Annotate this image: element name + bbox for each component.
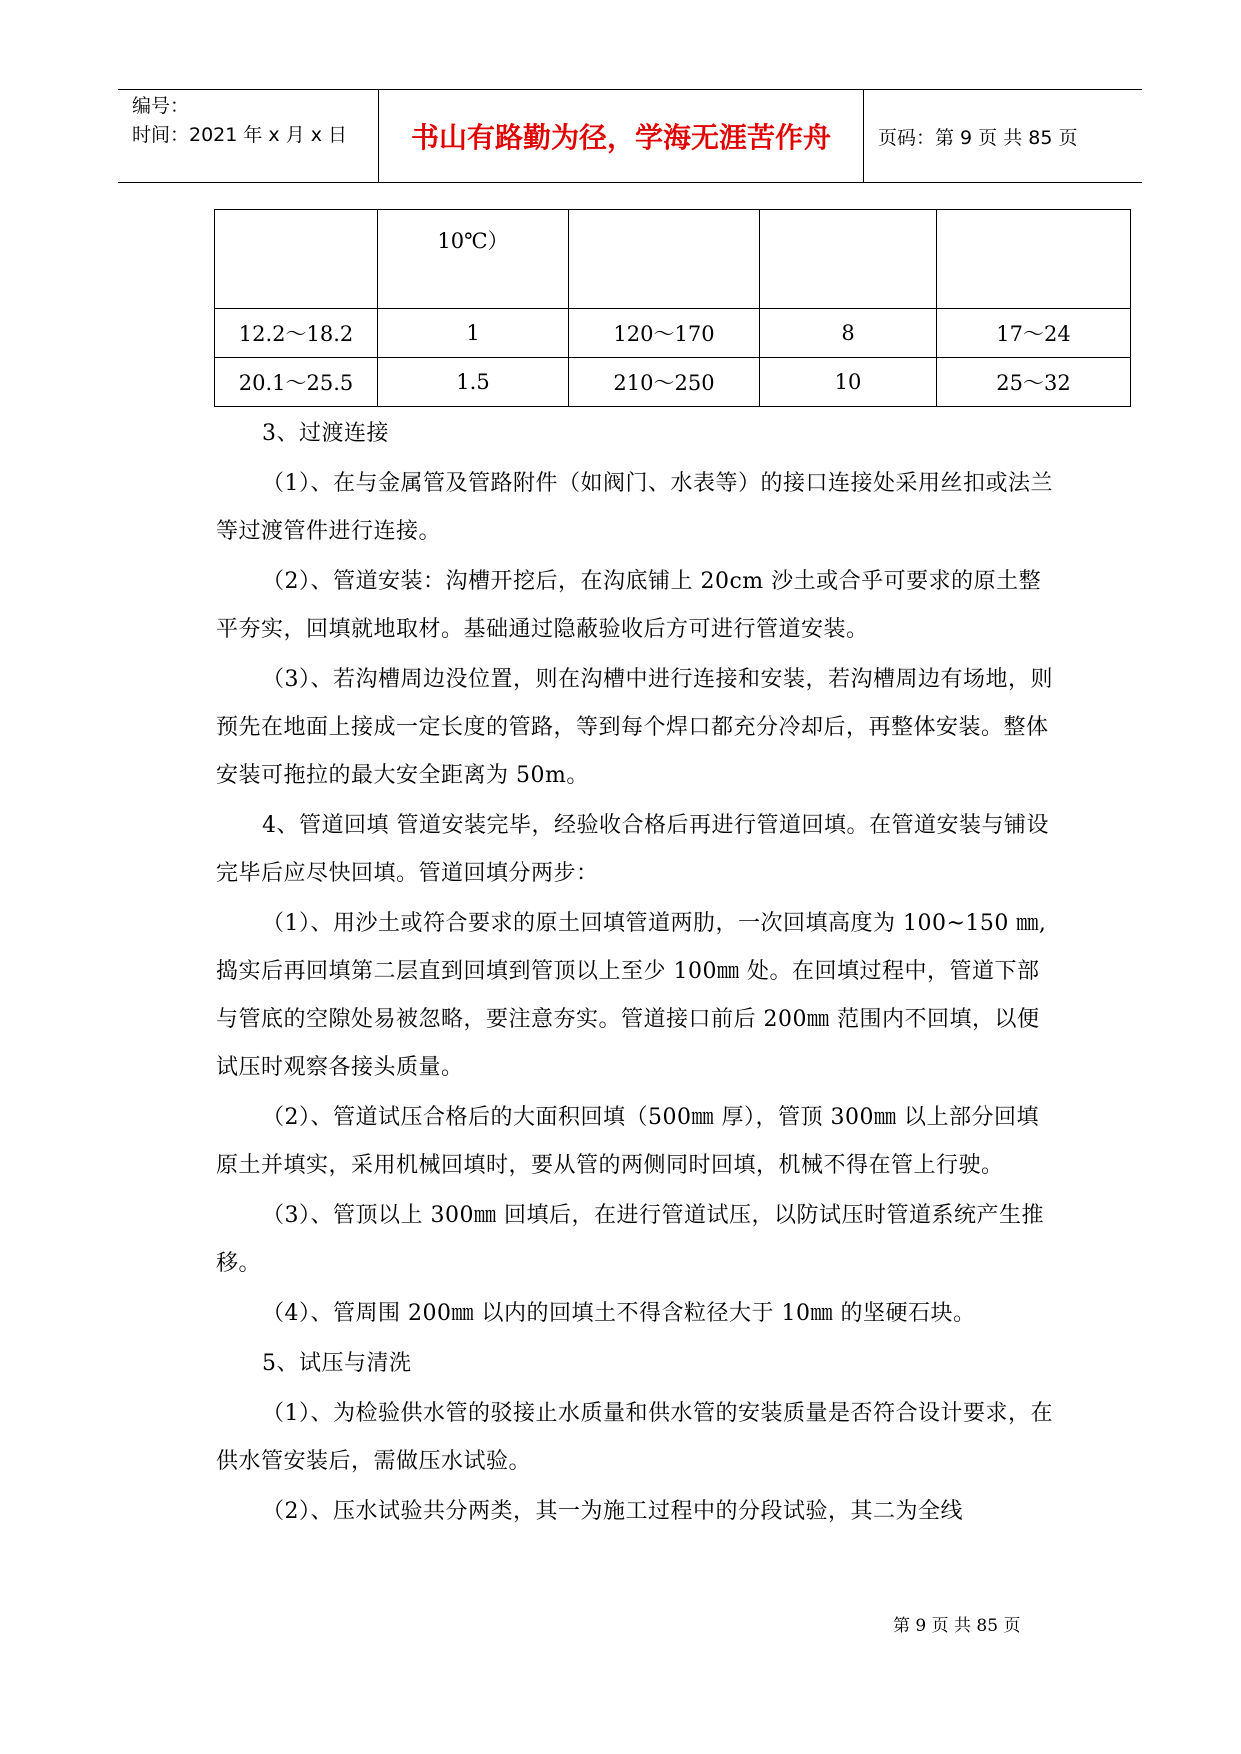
document-number-label: 编号： [132,95,190,117]
data-table [214,209,1131,407]
table-cell: 1 [378,309,569,358]
table-cell: 10℃） [378,210,569,309]
paragraph: （3）、若沟槽周边没位置，则在沟槽中进行连接和安装，若沟槽周边有场地，则预先在地面上接成一定长度的管路，等到每个焊口都充分冷却后，再整体安装。整体安装可拖拉的最大安全距离为 50m。 [216,667,1053,788]
table-cell: 20.1～25.5 [215,358,378,407]
paragraph: 4、管道回填 管道安装完毕，经验收合格后再进行管道回填。在管道安装与铺设完毕后应尽快回填。管道回填分两步： [216,813,1049,886]
table-row [215,210,1131,309]
paragraph: （2）、压水试验共分两类，其一为施工过程中的分段试验，其二为全线 [262,1499,963,1524]
table-cell: 25～32 [937,358,1131,407]
table-cell [760,210,937,309]
page-header [118,89,1142,183]
header-page-label: 页码：第 9 页 共 85 页 [878,126,1078,149]
paragraph: （2）、管道安装：沟槽开挖后，在沟底铺上 20cm 沙土或合乎可要求的原土整平夯实，回填就地取材。基础通过隐蔽验收后方可进行管道安装。 [216,569,1042,642]
table-cell [569,210,760,309]
document-time-label: 时间：2021 年 x 月 x 日 [132,124,348,146]
paragraph: （3）、管顶以上 300㎜ 回填后，在进行管道试压，以防试压时管道系统产生推移。 [216,1203,1044,1276]
paragraph: （2）、管道试压合格后的大面积回填（500㎜ 厚），管顶 300㎜ 以上部分回填原土并填实，采用机械回填时，要从管的两侧同时回填，机械不得在管上行驶。 [216,1105,1039,1178]
table-row [215,358,1131,407]
section-heading: 3、过渡连接 [262,421,389,446]
header-meta [132,92,347,150]
table-cell: 17～24 [937,309,1131,358]
table-cell: 10 [760,358,937,407]
section-heading: 5、试压与清洗 [262,1351,412,1376]
paragraph: （1）、在与金属管及管路附件（如阀门、水表等）的接口连接处采用丝扣或法兰等过渡管件进行连接。 [216,471,1053,544]
header-divider [863,90,864,182]
document-body [216,410,1056,1538]
table-cell: 8 [760,309,937,358]
table-cell: 210～250 [569,358,760,407]
table-cell: 1.5 [378,358,569,407]
page-footer: 第 9 页 共 85 页 [893,1616,1021,1636]
header-motto: 书山有路勤为径，学海无涯苦作舟 [410,121,831,154]
table-cell: 120～170 [569,309,760,358]
paragraph: （1）、为检验供水管的驳接止水质量和供水管的安装质量是否符合设计要求，在供水管安装后，需做压水试验。 [216,1401,1053,1474]
table-row [215,309,1131,358]
paragraph: （1）、用沙土或符合要求的原土回填管道两肋，一次回填高度为 100~150 ㎜,捣实后再回填第二层直到回填到管顶以上至少 100㎜ 处。在回填过程中，管道下部与管底的空隙处易被忽略，要注意夯实。管道接口前后 200㎜ 范围内不回填，以便试压时观察各接头质量。 [216,911,1047,1080]
table-cell [215,210,378,309]
table-cell [937,210,1131,309]
table-cell: 12.2～18.2 [215,309,378,358]
paragraph: （4）、管周围 200㎜ 以内的回填土不得含粒径大于 10㎜ 的坚硬石块。 [262,1301,976,1326]
